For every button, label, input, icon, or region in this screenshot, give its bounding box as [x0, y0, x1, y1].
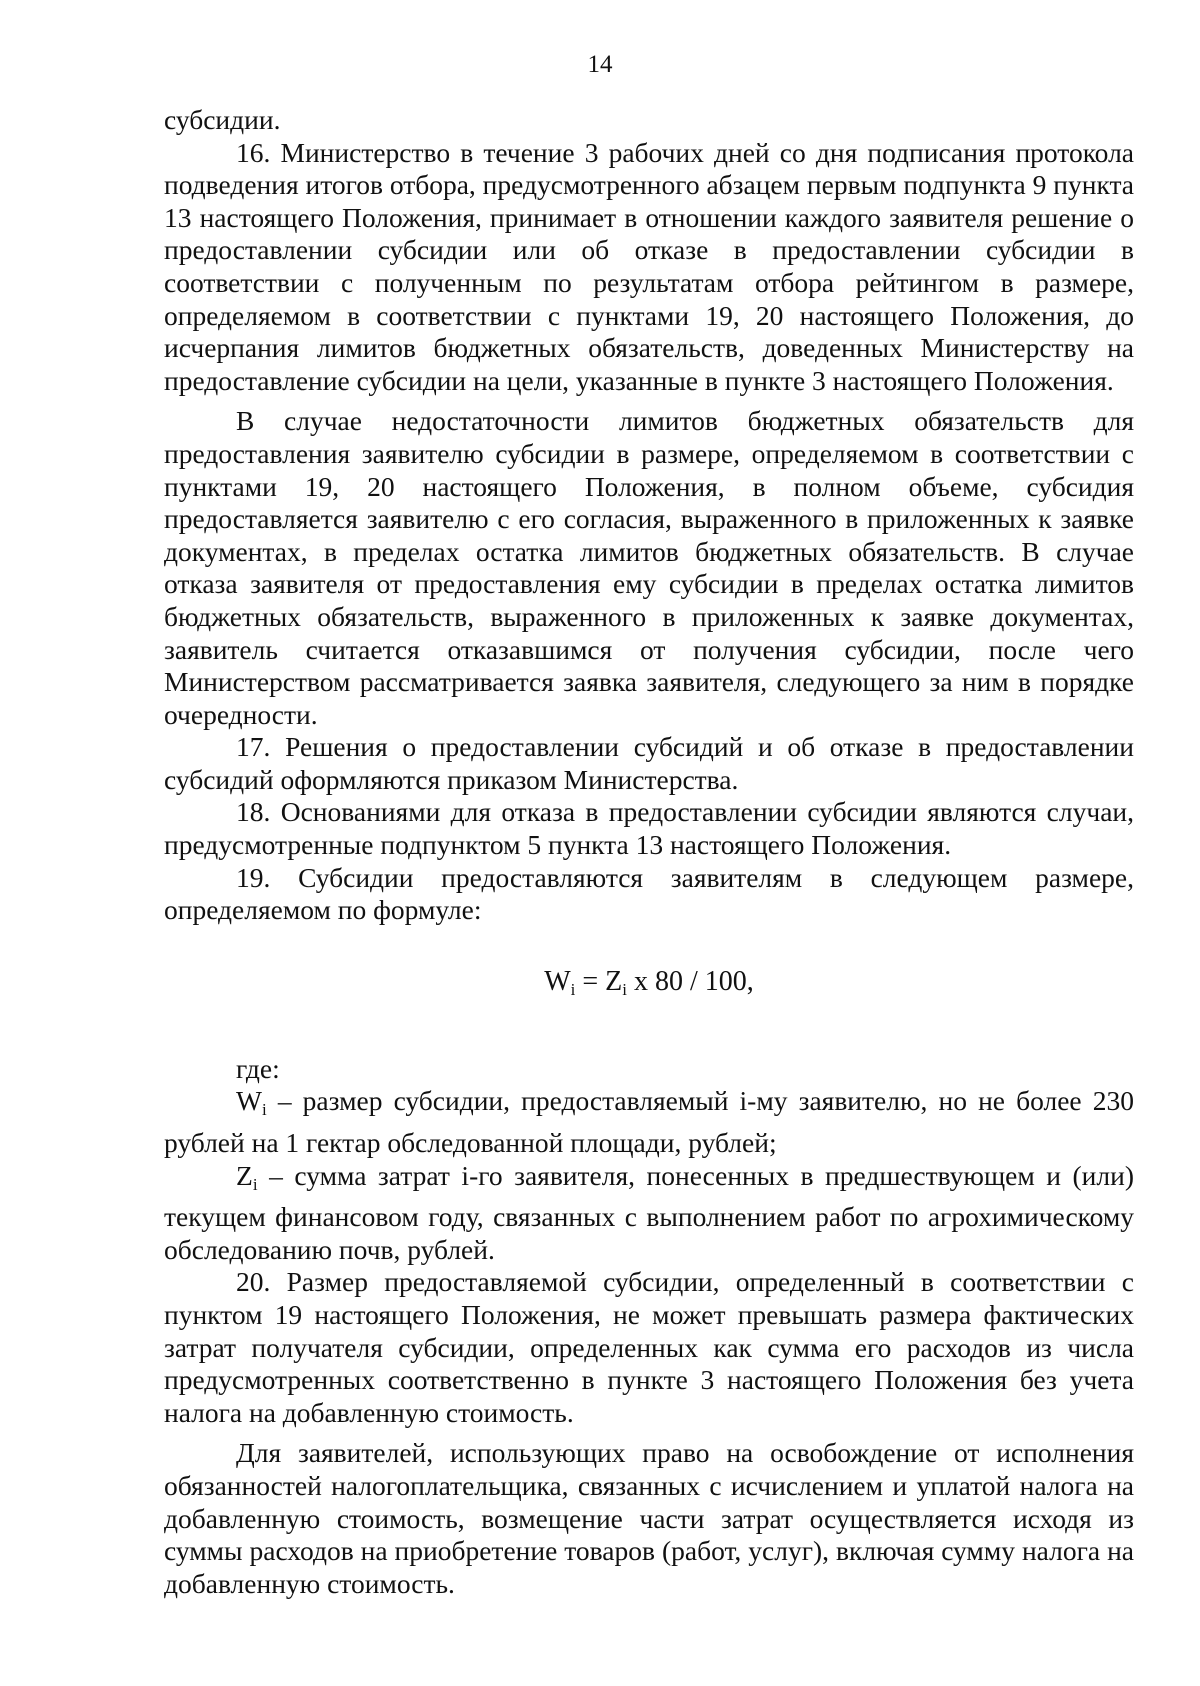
definition-z-subscript: i [252, 1174, 258, 1194]
definition-w-subscript: i [261, 1100, 267, 1120]
document-body [164, 104, 1134, 1600]
definition-w-text: – размер субсидии, предоставляемый i-му заявителю, но не более 230 рублей на 1 гектар обследованной площади, рублей; [164, 1085, 1134, 1159]
definition-w [164, 1085, 1134, 1159]
definition-z [164, 1160, 1134, 1267]
paragraph-20: 20. Размер предоставляемой субсидии, определенный в соответствии с пунктом 19 настоящего Положения, не может превышать размера фактических затрат получателя субсидии, определенных как сумма его расходов из числа предусмотренных соответственно в пункте 3 настоящего Положения без учета налога на добавленную стоимость. [164, 1266, 1134, 1428]
formula-rest: x 80 / 100, [627, 965, 754, 997]
definition-z-text: – сумма затрат i-го заявителя, понесенных в предшествующем и (или) текущем финансовом году, связанных с выполнением работ по агрохимическому обследованию почв, рублей. [164, 1159, 1134, 1265]
subsidy-formula [164, 965, 1134, 1007]
paragraph-17: 17. Решения о предоставлении субсидий и об отказе в предоставлении субсидий оформляются приказом Министерства. [164, 731, 1134, 795]
definition-w-symbol: W [236, 1085, 262, 1117]
paragraph-20-second: Для заявителей, использующих право на освобождение от исполнения обязанностей налогоплательщика, связанных с исчислением и уплатой налога на добавленную стоимость, возмещение части затрат осуществляется исходя из суммы расходов на приобретение товаров (работ, услуг), включая сумму налога на добавленную стоимость. [164, 1437, 1134, 1599]
paragraph-continuation: субсидии. [164, 104, 281, 135]
definition-z-symbol: Z [236, 1159, 253, 1191]
page-number: 14 [587, 51, 613, 78]
where-label: где: [236, 1052, 280, 1084]
paragraph-16-second: В случае недостаточности лимитов бюджетных обязательств для предоставления заявителю субсидии в размере, определяемом в соответствии с пунктами 19, 20 настоящего Положения, в полном объеме, субсидия предоставляется заявителю с его согласия, выраженного в приложенных к заявке документах, в пределах остатка лимитов бюджетных обязательств. В случае отказа заявителя от предоставления ему субсидии в пределах остатка лимитов бюджетных обязательств, выраженного в приложенных к заявке документах, заявитель считается отказавшимся от получения субсидии, после чего Министерством рассматривается заявка заявителя, следующего за ним в порядке очередности. [164, 405, 1134, 730]
paragraph-19: 19. Субсидии предоставляются заявителям в следующем размере, определяемом по формуле: [164, 861, 1134, 926]
formula-w: $W_i$ [544, 965, 576, 999]
paragraph-16: 16. Министерство в течение 3 рабочих дней со дня подписания протокола подведения итогов отбора, предусмотренного абзацем первым подпункта 9 пункта 13 настоящего Положения, принимает в отношении каждого заявителя решение о предоставлении субсидии или об отказе в предоставлении субсидии в соответствии с полученным по результатам отбора рейтингом в размере, определяемом в соответствии с пунктами 19, 20 настоящего Положения, до исчерпания лимитов бюджетных обязательств, доведенных Министерству на предоставление субсидии на цели, указанные в пункте 3 настоящего Положения. [164, 136, 1134, 396]
paragraph-18: 18. Основаниями для отказа в предоставлении субсидии являются случаи, предусмотренные подпунктом 5 пункта 13 настоящего Положения. [164, 796, 1134, 861]
formula-equals: = [575, 965, 606, 997]
formula-z: $Z_i$ [605, 965, 628, 999]
